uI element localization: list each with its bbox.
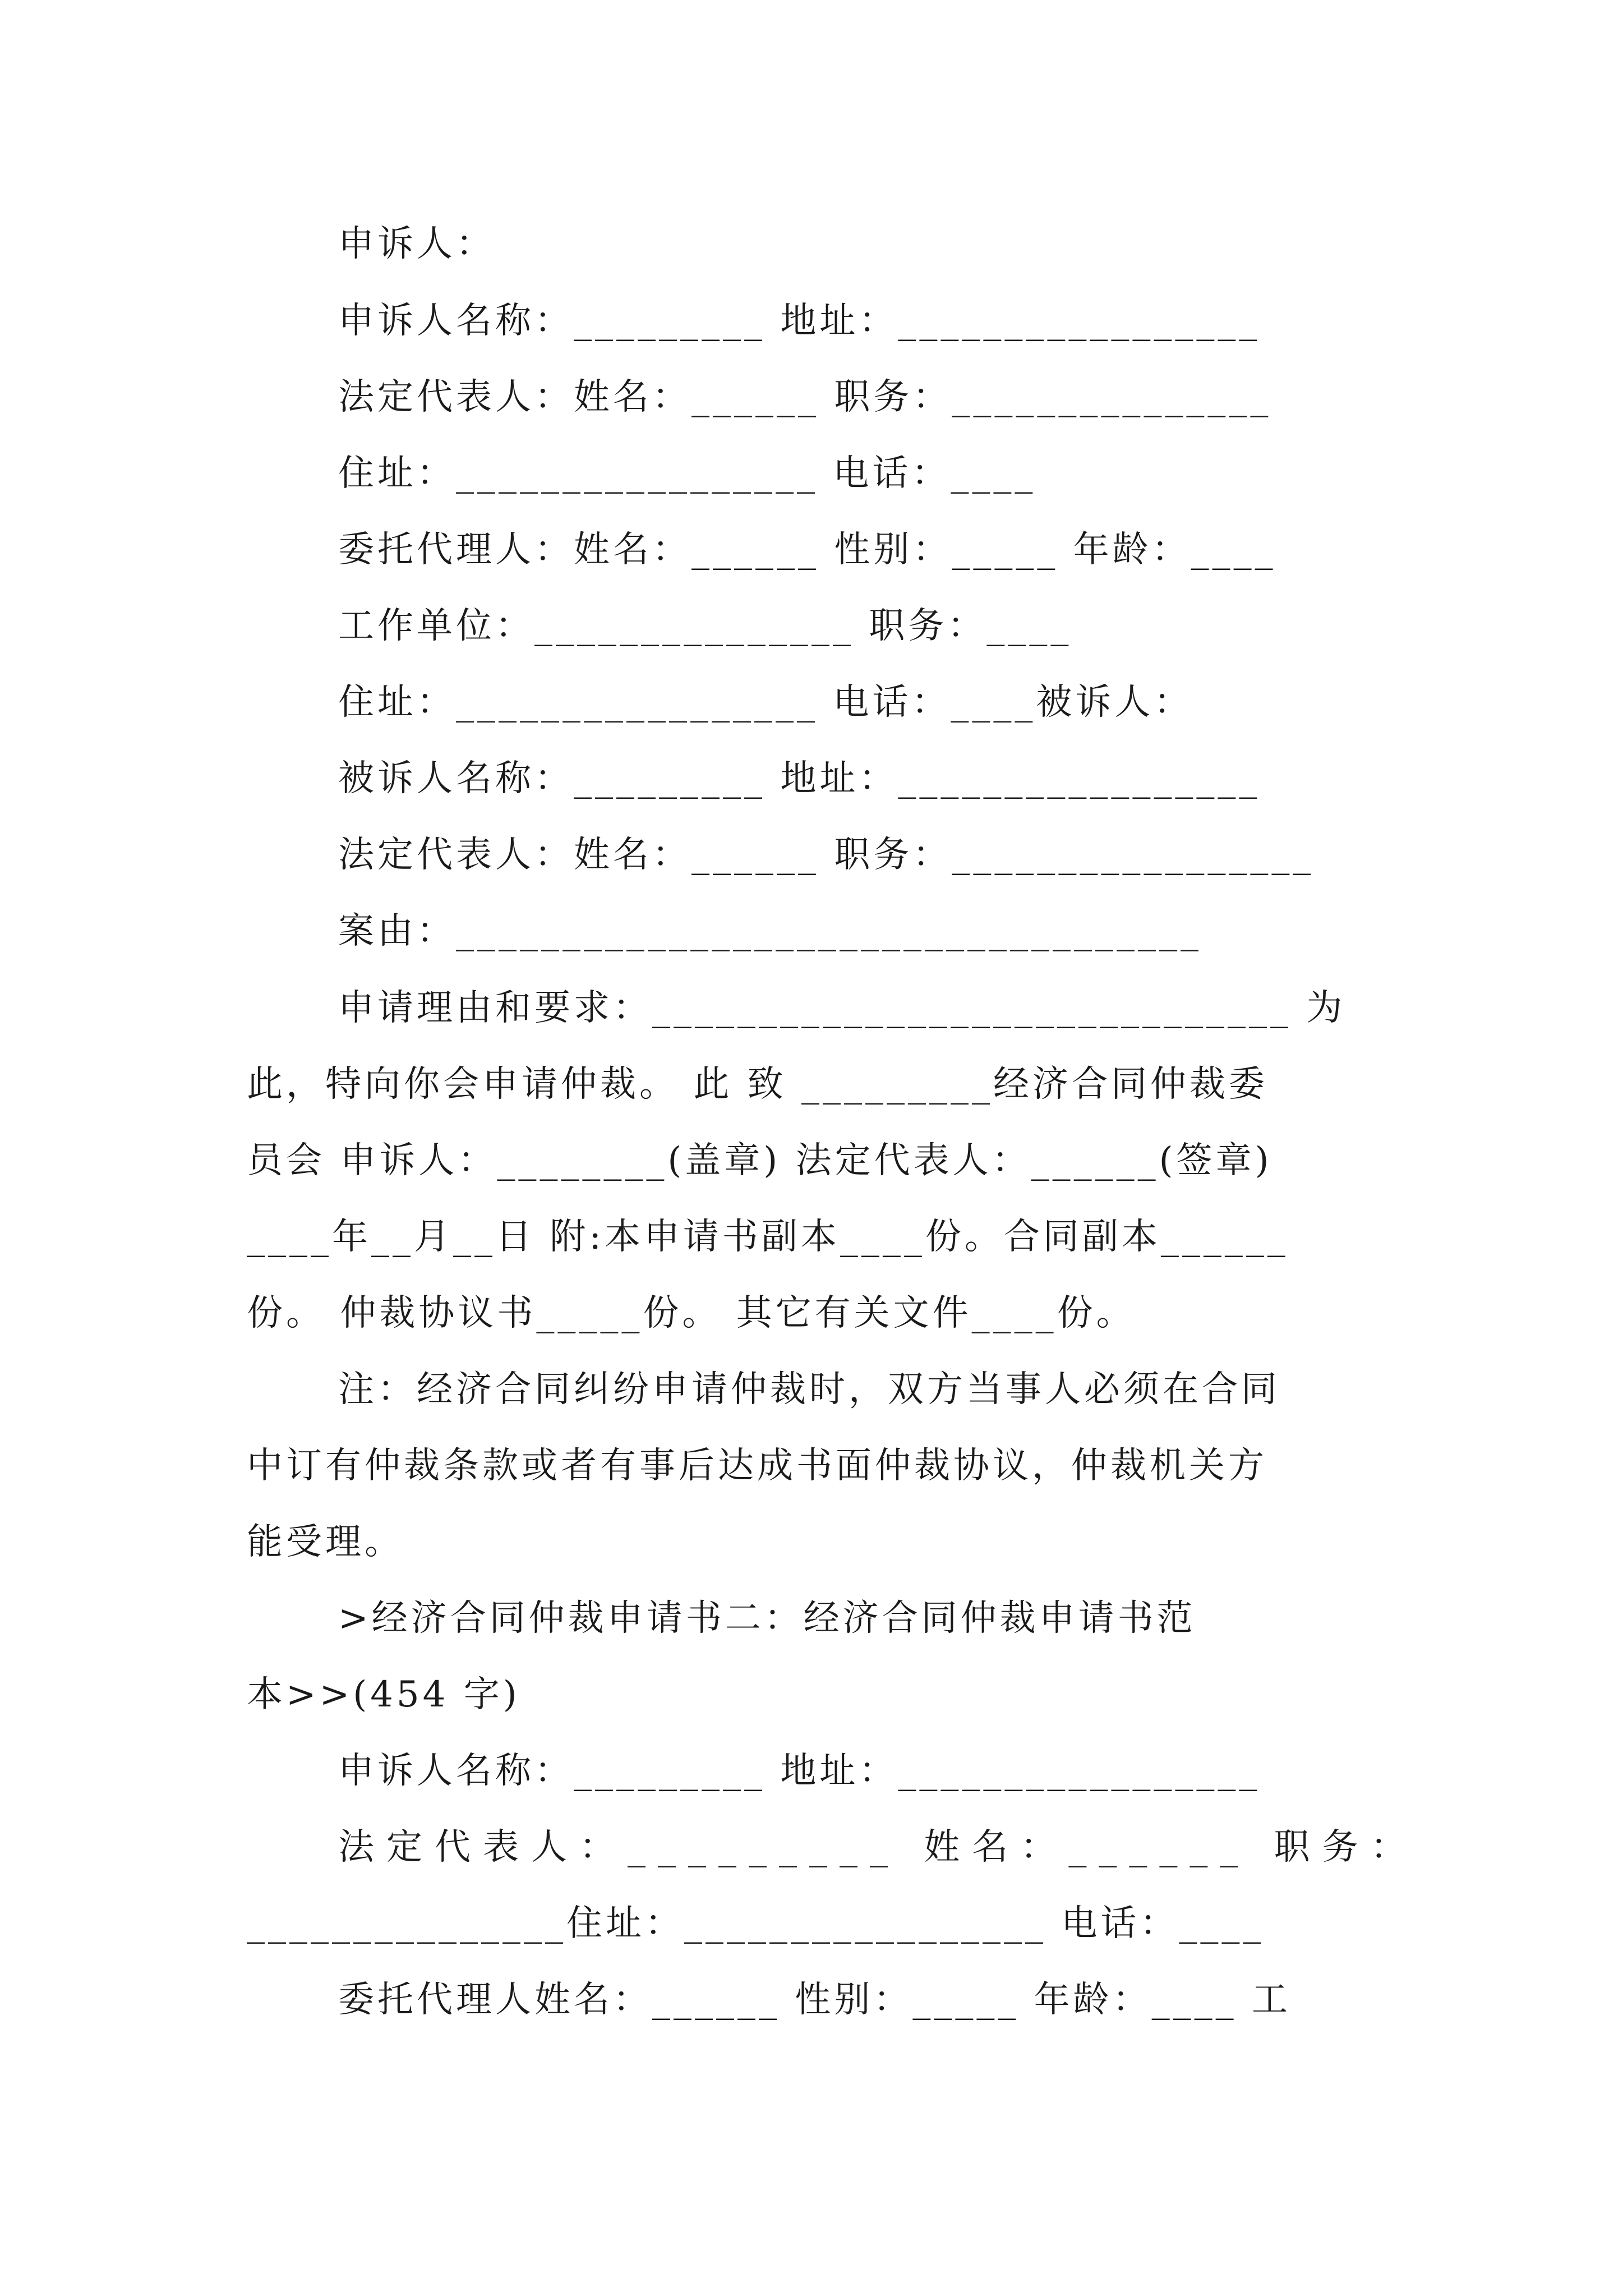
note-paragraph-line: 能受理。 (247, 1521, 404, 1563)
respondent-legal-representative-line: 法定代表人：姓名：______ 职务：_________________ (338, 834, 1315, 876)
complainant-name-address-line: 申诉人名称：_________ 地址：_________________ (338, 1750, 1261, 1792)
legal-representative-line: 法定代表人：_________ 姓名：______ 职务： (338, 1826, 1419, 1868)
note-paragraph-line: 注：经济合同纠纷申请仲裁时，双方当事人必须在合同 (338, 1369, 1280, 1410)
section-heading-line: >经济合同仲裁申请书二：经济合同仲裁申请书范 (338, 1598, 1196, 1639)
respondent-name-address-line: 被诉人名称：_________ 地址：_________________ (338, 758, 1261, 799)
agent-line: 委托代理人姓名：______ 性别：_____ 年龄：____ 工 (338, 1979, 1292, 2021)
note-paragraph-line: 中订有仲裁条款或者有事后达成书面仲裁协议，仲裁机关方 (247, 1445, 1267, 1487)
work-unit-line: 工作单位：_______________ 职务：____ (338, 605, 1072, 647)
residence-phone-line: 住址：_________________ 电话：____ (338, 453, 1036, 494)
section-heading-line: 本>>(454 字) (247, 1674, 520, 1715)
complainant-heading: 申诉人： (338, 223, 495, 265)
body-paragraph-line: ____年__月__日 附:本申请书副本____份。合同副本______ (247, 1216, 1289, 1258)
body-paragraph-line: 员会 申诉人：________(盖章) 法定代表人：______(签章) (247, 1140, 1272, 1181)
residence-respondent-line: 住址：_________________ 电话：____被诉人： (338, 682, 1193, 723)
body-paragraph-line: 此，特向你会申请仲裁。 此 致 _________经济合同仲裁委 (247, 1064, 1269, 1105)
case-cause-line: 案由：___________________________________ (338, 910, 1202, 952)
reasons-requests-line: 申请理由和要求：______________________________ 为 (338, 987, 1346, 1029)
residence-phone-line: _______________住址：_________________ 电话：____ (247, 1903, 1265, 1944)
legal-representative-line: 法定代表人：姓名：______ 职务：_______________ (338, 376, 1272, 418)
body-paragraph-line: 份。 仲裁协议书_____份。 其它有关文件____份。 (247, 1292, 1136, 1334)
complainant-name-address-line: 申诉人名称：_________ 地址：_________________ (338, 300, 1261, 342)
agent-line: 委托代理人：姓名：______ 性别：_____ 年龄：____ (338, 529, 1276, 570)
